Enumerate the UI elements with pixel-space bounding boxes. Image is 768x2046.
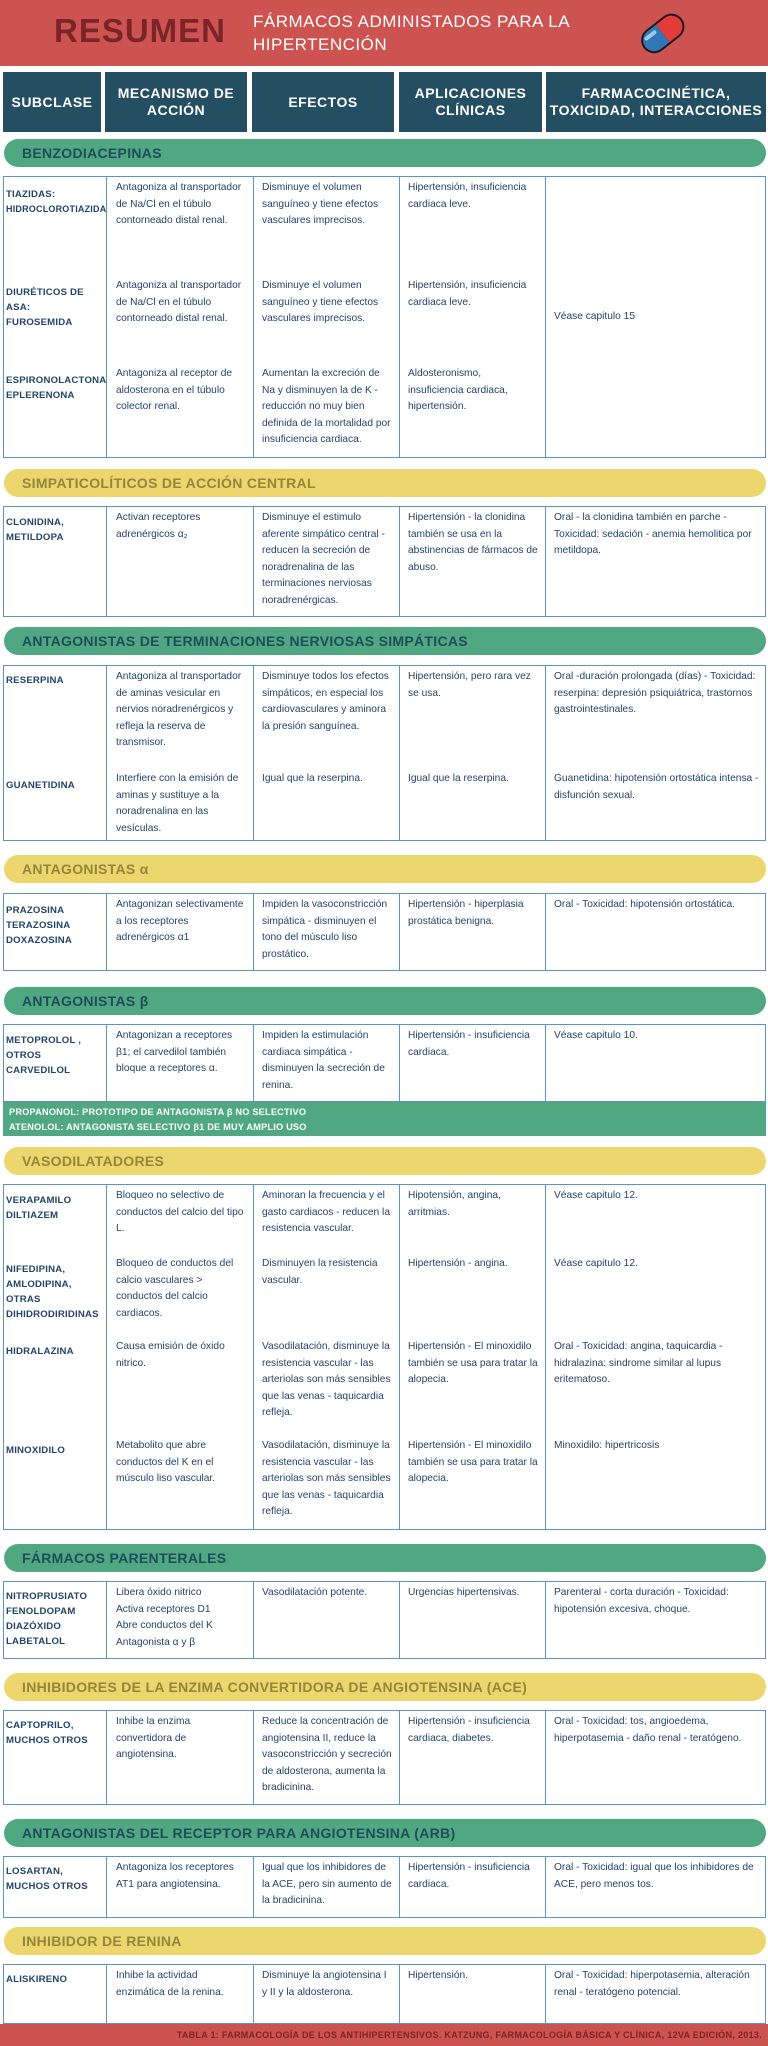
section-antagonistas-terminaciones	[4, 627, 766, 655]
row-hidralazina-mecanismo: Causa emisión de óxido nitrico.	[116, 1341, 225, 1369]
section-vasodilatadores	[4, 1147, 766, 1175]
row-nifedipina-farmacocinetica: Véase capitulo 12.	[554, 1258, 638, 1269]
row-nifedipina-aplicaciones: Hipertensión - angina.	[408, 1258, 508, 1269]
row-aliskireno-efectos: Disminuye la angiotensina I y II y la aldosterona.	[262, 1970, 387, 1998]
row-clonidina-farmacocinetica: Oral - la clonidina también en parche - Toxicidad: sedación - anemia hemolitica por metildopa.	[554, 512, 752, 556]
row-guanetidina-mecanismo: Interfiere con la emisión de aminas y sustituye a la noradrenalina en las vesículas.	[116, 773, 239, 834]
footer-bar	[0, 2024, 768, 2046]
row-hidralazina-aplicaciones: Hipertensión - El minoxidilo también se usa para tratar la alopecia.	[408, 1341, 538, 1385]
row-verapamilo-aplicaciones: Hipotensión, angina, arritmias.	[408, 1190, 501, 1218]
row-clonidina-mecanismo: Activan receptores adrenérgicos α₂	[116, 512, 201, 540]
row-reserpina-subclase: RESERPINA	[6, 675, 64, 686]
row-espironolactona-efectos: Aumentan la excreción de Na y disminuyen la de K - reducción no muy bien definida de la mortalidad por insuficiencia cardiaca.	[262, 368, 391, 445]
row-metoprolol-efectos: Impiden la estimulación cardiaca simpática - disminuyen la secreción de renina.	[262, 1030, 385, 1091]
row-diureticos-subclase: DIURÉTICOS DE ASA: FUROSEMIDA	[6, 287, 84, 328]
row-aliskireno-farmacocinetica: Oral - Toxicidad: hiperpotasemia, alteración renal - teratógeno potencial.	[554, 1970, 750, 1998]
row-captoprilo-efectos: Reduce la concentración de angiotensina II, reduce la vasoconstricción y secreción de aldosterona, aumenta la bradicinina.	[262, 1716, 392, 1793]
row-tiazidas-efectos: Disminuye el volumen sanguíneo y tiene efectos vasculares imprecisos.	[262, 182, 379, 226]
row-nitroprusiato-mecanismo: Libera óxido nitrico Activa receptores D1 Abre conductos del K Antagonista α y β	[116, 1587, 213, 1648]
row-nitroprusiato-farmacocinetica: Parenteral - corta duración - Toxicidad: hipotensión excesiva, choque.	[554, 1587, 729, 1615]
section-label: FÁRMACOS PARENTERALES	[22, 1550, 227, 1566]
row-clonidina-subclase: CLONIDINA, METILDOPA	[6, 517, 64, 543]
row-losartan-efectos: Igual que los inhibidores de la ACE, pero sin aumento de la bradicinina.	[262, 1862, 392, 1906]
row-aliskireno-mecanismo: Inhibe la actividad enzimática de la renina.	[116, 1970, 224, 1998]
col-header-mecanismo: MECANISMO DE ACCIÓN	[105, 72, 247, 132]
row-reserpina-farmacocinetica: Oral -duración prolongada (días) - Toxicidad: reserpina: depresión psiquiátrica, trastornos gastrointestinales.	[554, 671, 756, 715]
row-prazosina-aplicaciones: Hipertensión - hiperplasia prostática benigna.	[408, 899, 524, 927]
row-nifedipina-subclase: NIFEDIPINA, AMLODIPINA, OTRAS DIHIDRODIRIDINAS	[6, 1264, 99, 1320]
section-simpaticoliticos	[4, 469, 766, 497]
section-label: ANTAGONISTAS DE TERMINACIONES NERVIOSAS SIMPÁTICAS	[22, 633, 468, 649]
row-verapamilo-subclase: VERAPAMILO DILTIAZEM	[6, 1195, 72, 1221]
section-label: ANTAGONISTAS DEL RECEPTOR PARA ANGIOTENSINA (ARB)	[22, 1825, 456, 1841]
row-aliskireno-aplicaciones: Hipertensión.	[408, 1970, 469, 1981]
capsule-pill-icon	[626, 2, 702, 68]
row-hidralazina-efectos: Vasodilatación, disminuye la resistencia vascular - las arteriolas son más sensibles que las venas - taquicardia refleja.	[262, 1341, 391, 1418]
row-espironolactona-subclase: ESPIRONOLACTONA EPLERENONA	[6, 375, 107, 401]
section-label: INHIBIDORES DE LA ENZIMA CONVERTIDORA DE ANGIOTENSINA (ACE)	[22, 1679, 528, 1695]
col-header-farmacocinetica: FARMACOCINÉTICA, TOXICIDAD, INTERACCIONES	[546, 72, 766, 132]
row-minoxidilo-subclase: MINOXIDILO	[6, 1445, 66, 1456]
row-captoprilo-aplicaciones: Hipertensión - insuficiencia cardiaca, diabetes.	[408, 1716, 530, 1744]
row-metoprolol-aplicaciones: Hipertensión - insuficiencia cardiaca.	[408, 1030, 530, 1058]
row-espironolactona-mecanismo: Antagoniza al receptor de aldosterona en el túbulo colector renal.	[116, 368, 233, 412]
row-diureticos-mecanismo: Antagoniza al transportador de Na/Cl en el túbulo contorneado distal renal.	[116, 280, 242, 324]
section-label: SIMPATICOLÍTICOS DE ACCIÓN CENTRAL	[22, 475, 316, 491]
row-captoprilo-mecanismo: Inhibe la enzima convertidora de angiotensina.	[116, 1716, 191, 1760]
section-parenterales	[4, 1544, 766, 1572]
row-losartan-subclase: LOSARTAN, MUCHOS OTROS	[6, 1866, 88, 1892]
section-arb	[4, 1819, 766, 1847]
row-tiazidas-aplicaciones: Hipertensión, insuficiencia cardiaca leve.	[408, 182, 527, 210]
row-nitroprusiato-efectos: Vasodilatación potente.	[262, 1587, 368, 1598]
row-guanetidina-subclase: GUANETIDINA	[6, 780, 75, 791]
section-label: INHIBIDOR DE RENINA	[22, 1933, 182, 1949]
row-losartan-farmacocinetica: Oral - Toxicidad: igual que los inhibidores de ACE, pero menos tos.	[554, 1862, 754, 1890]
section-label: ANTAGONISTAS α	[22, 861, 149, 877]
row-captoprilo-subclase: CAPTOPRILO, MUCHOS OTROS	[6, 1720, 88, 1746]
section-label: BENZODIACEPINAS	[22, 145, 162, 161]
col-header-efectos: EFECTOS	[252, 72, 394, 132]
beta-notes	[3, 1102, 766, 1136]
row-clonidina-aplicaciones: Hipertensión - la clonidina también se usa en la abstinencias de fármacos de abuso.	[408, 512, 538, 573]
row-hidralazina-farmacocinetica: Oral - Toxicidad: angina, taquicardia - hidralazina: sindrome similar al lupus eritematoso.	[554, 1341, 723, 1385]
row-diureticos-aplicaciones: Hipertensión, insuficiencia cardiaca leve.	[408, 280, 527, 308]
row-diureticos-farmacocinetica: Véase capitulo 15	[554, 311, 635, 322]
row-prazosina-farmacocinetica: Oral - Toxicidad: hipotensión ortostática.	[554, 899, 736, 910]
section-inhibidor-renina	[4, 1927, 766, 1955]
row-tiazidas-subclase: TIAZIDAS: HIDROCLOROTIAZIDA	[6, 189, 107, 214]
row-aliskireno-subclase: ALISKIRENO	[6, 1974, 68, 1985]
title-bar	[0, 0, 768, 66]
section-inhibidores-ace	[4, 1673, 766, 1701]
note-atenolol: ATENOLOL: ANTAGONISTA SELECTIVO β1 DE MUY AMPLIO USO	[9, 1122, 307, 1132]
row-minoxidilo-mecanismo: Metabolito que abre conductos del K en el músculo liso vascular.	[116, 1440, 216, 1484]
row-losartan-aplicaciones: Hipertensión - insuficiencia cardiaca.	[408, 1862, 530, 1890]
row-nitroprusiato-aplicaciones: Urgencias hipertensivas.	[408, 1587, 520, 1598]
section-benzodiacepinas	[4, 139, 766, 167]
row-reserpina-aplicaciones: Hipertensión, pero rara vez se usa.	[408, 671, 531, 699]
row-verapamilo-farmacocinetica: Véase capitulo 12.	[554, 1190, 638, 1201]
row-guanetidina-farmacocinetica: Guanetidina: hipotensión ortostática intensa - disfunción sexual.	[554, 773, 759, 801]
row-nifedipina-efectos: Disminuyen la resistencia vascular.	[262, 1258, 378, 1286]
page-title: FÁRMACOS ADMINISTADOS PARA LA HIPERTENCIÓN	[253, 12, 570, 54]
row-metoprolol-subclase: METOPROLOL , OTROS CARVEDILOL	[6, 1035, 82, 1076]
row-clonidina-efectos: Disminuye el estimulo aferente simpático central - reducen la secreción de noradrenalina de las terminaciones nerviosas noradrenérgicas.	[262, 512, 385, 606]
row-guanetidina-aplicaciones: Igual que la reserpina.	[408, 773, 509, 784]
row-minoxidilo-aplicaciones: Hipertensión - El minoxidilo también se usa para tratar la alopecia.	[408, 1440, 538, 1484]
section-antagonistas-alfa	[4, 855, 766, 883]
section-label: VASODILATADORES	[22, 1153, 165, 1169]
row-prazosina-efectos: Impiden la vasoconstricción simpática - disminuyen el tono del músculo liso prostático.	[262, 899, 388, 960]
row-metoprolol-farmacocinetica: Véase capitulo 10.	[554, 1030, 638, 1041]
row-verapamilo-efectos: Aminoran la frecuencia y el gasto cardiacos - reducen la resistencia vascular.	[262, 1190, 390, 1234]
row-hidralazina-subclase: HIDRALAZINA	[6, 1346, 74, 1357]
row-espironolactona-aplicaciones: Aldosteronismo, insuficiencia cardiaca, hipertensión.	[408, 368, 508, 412]
row-reserpina-efectos: Disminuye todos los efectos simpáticos, en especial los cardiovasculares y aminora la presión sanguínea.	[262, 671, 389, 732]
resumen-label: RESUMEN	[54, 12, 227, 49]
row-verapamilo-mecanismo: Bloqueo no selectivo de conductos del calcio del tipo L.	[116, 1190, 244, 1234]
row-prazosina-subclase: PRAZOSINA TERAZOSINA DOXAZOSINA	[6, 905, 72, 946]
row-metoprolol-mecanismo: Antagonizan a receptores β1; el carvedilol también bloque a receptores α.	[116, 1030, 233, 1074]
footer-citation: TABLA 1: FARMACOLOGÍA DE LOS ANTIHIPERTENSIVOS. KATZUNG, FARMACOLOGÍA BÁSICA Y CLÍNICA, 12VA EDICIÓN, 2013.	[176, 2030, 762, 2040]
row-minoxidilo-farmacocinetica: Minoxidilo: hipertricosis	[554, 1440, 660, 1451]
row-captoprilo-farmacocinetica: Oral - Toxicidad: tos, angioedema, hiperpotasemia - daño renal - teratógeno.	[554, 1716, 742, 1744]
row-reserpina-mecanismo: Antagoniza al transportador de aminas vesicular en nervios noradrenérgicos y refleja la reserva de transmisor.	[116, 671, 242, 748]
row-nifedipina-mecanismo: Bloqueo de conductos del calcio vasculares > conductos del calcio cardiacos.	[116, 1258, 234, 1319]
row-prazosina-mecanismo: Antagonizan selectivamente a los receptores adrenérgicos α1	[116, 899, 244, 943]
col-header-aplicaciones: APLICACIONES CLÍNICAS	[399, 72, 542, 132]
row-minoxidilo-efectos: Vasodilatación, disminuye la resistencia vascular - las arteriolas son más sensibles que las venas - taquicardia refleja.	[262, 1440, 391, 1517]
col-header-subclase: SUBCLASE	[3, 72, 101, 132]
row-losartan-mecanismo: Antagoniza los receptores AT1 para angiotensina.	[116, 1862, 234, 1890]
section-antagonistas-beta	[4, 987, 766, 1015]
row-tiazidas-mecanismo: Antagoniza al transportador de Na/Cl en el túbulo contorneado distal renal.	[116, 182, 242, 226]
note-propanonol: PROPANONOL: PROTOTIPO DE ANTAGONISTA β NO SELECTIVO	[9, 1107, 307, 1117]
section-label: ANTAGONISTAS β	[22, 993, 149, 1009]
row-nitroprusiato-subclase: NITROPRUSIATO FENOLDOPAM DIAZÓXIDO LABETALOL	[6, 1591, 88, 1647]
row-diureticos-efectos: Disminuye el volumen sanguíneo y tiene efectos vasculares imprecisos.	[262, 280, 379, 324]
column-headers	[0, 72, 768, 132]
row-guanetidina-efectos: Igual que la reserpina.	[262, 773, 363, 784]
